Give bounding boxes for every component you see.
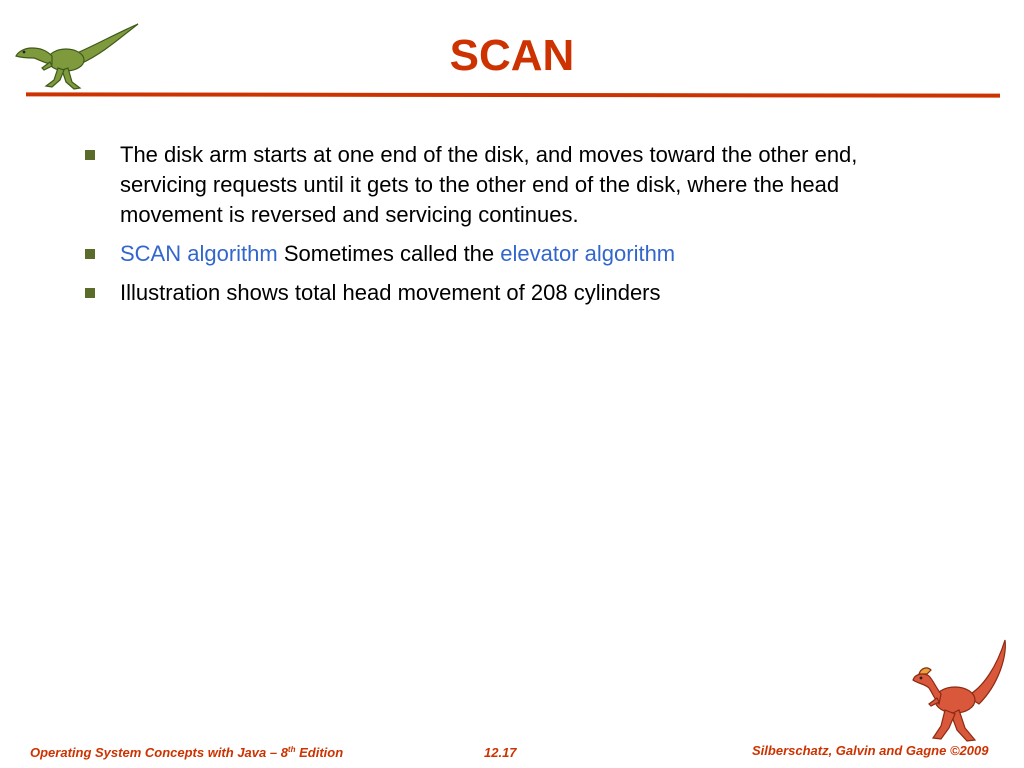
slide-title: SCAN [449,31,575,80]
bullet-text: Sometimes called the [277,241,501,266]
square-bullet-icon [85,150,95,160]
red-dinosaur-icon [905,636,1010,746]
footer-book-prefix: Operating System Concepts with Java – 8 [30,745,288,760]
term-elevator-algorithm: elevator algorithm [500,241,676,266]
footer-page-number: 12.17 [484,745,517,760]
footer-book-superscript: th [287,745,296,754]
footer-book-suffix: Edition [295,745,344,760]
square-bullet-icon [85,288,95,298]
bullet-list [83,140,943,317]
square-bullet-icon [85,249,95,259]
bullet-item [83,140,943,230]
bullet-text: Illustration shows total head movement of 208 cylinders [120,280,661,305]
footer-book-title [30,744,343,762]
term-scan-algorithm: SCAN algorithm [120,241,278,266]
footer-copyright: Silberschatz, Galvin and Gagne ©2009 [752,743,989,758]
title-underline [26,92,1000,97]
bullet-text: The disk arm starts at one end of the disk, and moves toward the other end, servicing requests until it gets to the other end of the disk, where the head movement is reversed and servicing continues. [120,142,858,227]
bullet-item [83,239,943,269]
bullet-item [83,278,943,308]
